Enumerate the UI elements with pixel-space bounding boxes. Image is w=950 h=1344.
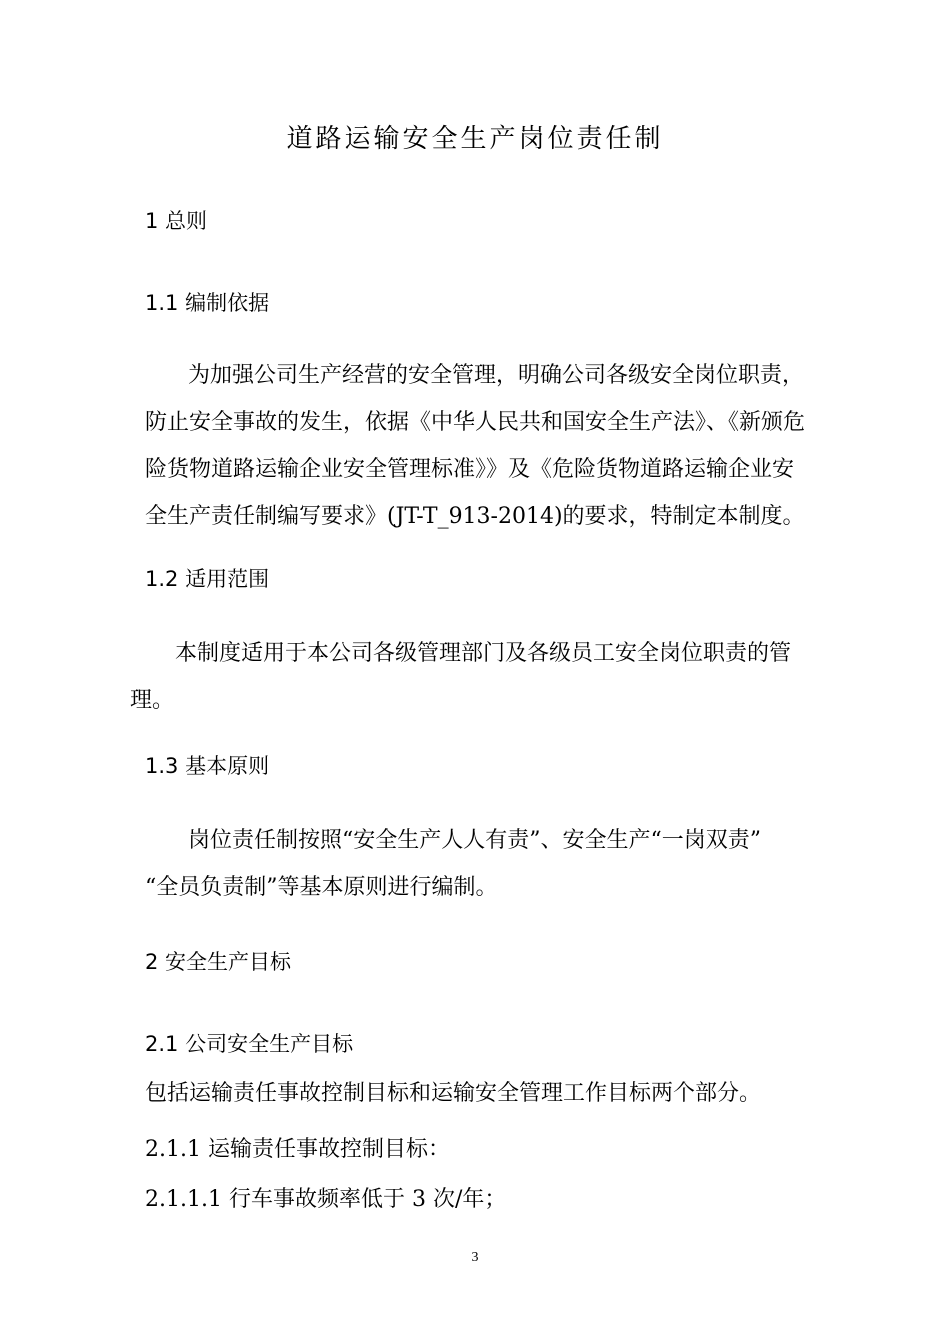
- paragraph-line: 全生产责任制编写要求》(JT-T_913-2014)的要求，特制定本制度。: [145, 504, 805, 529]
- paragraph-line: 本制度适用于本公司各级管理部门及各级员工安全岗位职责的管: [175, 641, 792, 666]
- paragraph-line: 2.1.1 运输责任事故控制目标：: [145, 1137, 450, 1162]
- paragraph-line: 2.1.1.1 行车事故频率低于 3 次/年；: [145, 1187, 507, 1212]
- paragraph-line: “全员负责制”等基本原则进行编制。: [145, 875, 498, 900]
- paragraph-line: 理。: [130, 688, 175, 713]
- heading-scope: 1.2 适用范围: [145, 567, 270, 591]
- heading-general: 1 总则: [145, 209, 208, 233]
- paragraph-line: 岗位责任制按照“安全生产人人有责”、安全生产“一岗双责”: [188, 828, 761, 853]
- heading-basis: 1.1 编制依据: [145, 291, 270, 315]
- paragraph-line: 险货物道路运输企业安全管理标准》》及《危险货物道路运输企业安: [145, 457, 795, 482]
- heading-company-goals: 2.1 公司安全生产目标: [145, 1032, 354, 1056]
- heading-principles: 1.3 基本原则: [145, 754, 270, 778]
- paragraph-line: 为加强公司生产经营的安全管理，明确公司各级安全岗位职责，: [188, 363, 805, 388]
- paragraph-line: 防止安全事故的发生，依据《中华人民共和国安全生产法》、《新颁危: [145, 410, 806, 435]
- page-title: 道路运输安全生产岗位责任制: [286, 124, 664, 154]
- paragraph-line: 包括运输责任事故控制目标和运输安全管理工作目标两个部分。: [145, 1081, 762, 1106]
- heading-safety-goals: 2 安全生产目标: [145, 950, 292, 974]
- page-number: 3: [471, 1250, 479, 1265]
